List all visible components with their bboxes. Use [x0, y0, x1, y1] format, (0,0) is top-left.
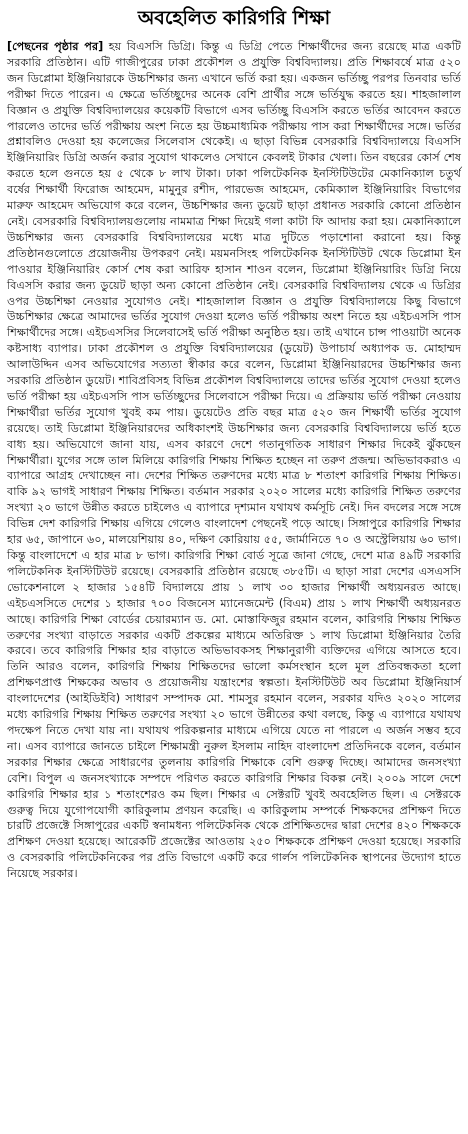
headline: অবহেলিত কারিগরি শিক্ষা	[137, 6, 331, 29]
article-body	[7, 39, 461, 882]
article-text: হয় বিএসসি ডিগ্রি। কিন্তু এ ডিগ্রি পেতে শিক্ষার্থীদের জন্য রয়েছে মাত্র একটি সরকারি প্রতিষ্ঠান। এটি গাজীপুরের ঢাকা প্রকৌশল ও প্রযুক্তি বিশ্ববিদ্যালয়। প্রতি শিক্ষাবর্ষে মাত্র ৫২০ জন ডিপ্লোমা ইঞ্জিনিয়ারকে উচ্চশিক্ষার জন্য এখানে ভর্তি করা হয়। একজন ভর্তিচ্ছু পরপর তিনবার ভর্তি পরীক্ষা দিতে পারেন। এ ক্ষেত্রে ভর্তিচ্ছুদের অনেক বেশি প্রার্থীর সঙ্গে ভর্তিযুদ্ধ করতে হয়। শাহজালাল বিজ্ঞান ও প্রযুক্তি বিশ্ববিদ্যালয়ের কয়েকটি বিভাগে এসব ভর্তিচ্ছু বিএসসি করতে ভর্তির আবেদন করতে পারলেও তাদের ভর্তি পরীক্ষায় অংশ নিতে হয় উচ্চমাধ্যমিক পরীক্ষায় পাস করা শিক্ষার্থীদের সঙ্গে। ভর্তির প্রশ্নাবলিও দেওয়া হয় কলেজের সিলেবাস থেকেই। এ ছাড়া বিভিন্ন বেসরকারি বিশ্ববিদ্যালয়ে বিএসসি ইঞ্জিনিয়ারিং ডিগ্রি অর্জন করার সুযোগ থাকলেও সেখানে কেবলই টাকার খেলা। তিন বছরের কোর্স শেষ করতে হলে গুনতে হয় ৫ থেকে ৮ লাখ টাকা। ঢাকা পলিটেকনিক ইনস্টিটিউটের মেকানিক্যাল চতুর্থ বর্ষের শিক্ষার্থী ফিরোজ আহমেদ, মামুনুর রশীদ, পারভেজ আহমেদ, কেমিক্যাল ইঞ্জিনিয়ারিং বিভাগের মারুফ আহমেদ অভিযোগ করে বলেন, উচ্চশিক্ষার জন্য ডুয়েট ছাড়া প্রধানত সরকারি কোনো প্রতিষ্ঠান নেই। বেসরকারি বিশ্ববিদ্যালয়গুলোয় নামমাত্র শিক্ষা দিয়েই গলা কাটা ফি আদায় করা হয়। মেকানিক্যালে উচ্চশিক্ষার জন্য বেসরকারি বিশ্ববিদ্যালয়ের মধ্যে মাত্র দুটিতে পড়াশোনা করানো হয়। কিন্তু প্রতিষ্ঠানগুলোতে প্রয়োজনীয় উপকরণ নেই। ময়মনসিংহ পলিটেকনিক ইনস্টিটিউট থেকে ডিপ্লোমা ইন পাওয়ার ইঞ্জিনিয়ারিং কোর্স শেষ করা আরিফ হাসান শাওন বলেন, ডিপ্লোমা ইঞ্জিনিয়ারিং ডিগ্রি নিয়ে বিএসসি করার জন্য ডুয়েট ছাড়া অন্য কোনো প্রতিষ্ঠান নেই। বেসরকারি বিশ্ববিদ্যালয় থেকে এ ডিগ্রির ওপর উচ্চশিক্ষা নেওয়ার সুযোগও নেই। শাহজালাল বিজ্ঞান ও প্রযুক্তি বিশ্ববিদ্যালয়ে কিছু বিভাগে উচ্চশিক্ষার ক্ষেত্রে আমাদের ভর্তির সুযোগ দেওয়া হলেও ভর্তি পরীক্ষায় অংশ নিতে হয় এইচএসসি পাস শিক্ষার্থীদের সঙ্গে। এইচএসসির সিলেবাসেই ভর্তি পরীক্ষা অনুষ্ঠিত হয়। তাই এখানে চান্স পাওয়াটা অনেক কষ্টসাধ্য ব্যাপার। ঢাকা প্রকৌশল ও প্রযুক্তি বিশ্ববিদ্যালয়ের (ডুয়েট) উপাচার্য অধ্যাপক ড. মোহাম্মদ আলাউদ্দিন এসব অভিযোগের সত্যতা স্বীকার করে বলেন, ডিপ্লোমা ইঞ্জিনিয়ারদের উচ্চশিক্ষার জন্য সরকারি প্রতিষ্ঠান ডুয়েট। শাবিপ্রবিসহ বিভিন্ন প্রকৌশল বিশ্ববিদ্যালয়ে তাদের ভর্তির সুযোগ দেওয়া হলেও ভর্তি পরীক্ষা হয় এইচএসসি পাস ভর্তিচ্ছুদের সিলেবাসে পরীক্ষা দিয়ে। এ প্রক্রিয়ায় ভর্তি পরীক্ষা নেওয়ায় শিক্ষার্থীরা ভর্তির সুযোগ খুবই কম পায়। ডুয়েটেও প্রতি বছর মাত্র ৫২০ জন শিক্ষার্থী ভর্তির সুযোগ রয়েছে। তাই ডিপ্লোমা ইঞ্জিনিয়ারদের অধিকাংশই উচ্চশিক্ষার জন্য বেসরকারি বিশ্ববিদ্যালয়ে ভর্তি হতে বাধ্য হয়। অভিযোগে জানা যায়, এসব কারণে দেশে গতানুগতিক সাধারণ শিক্ষার দিকেই ঝুঁকছেন শিক্ষার্থীরা। যুগের সঙ্গে তাল মিলিয়ে কারিগরি শিক্ষায় শিক্ষিত হচ্ছেন না তরুণ প্রজন্ম। অভিভাবকরাও এ ব্যাপারে আগ্রহ দেখাচ্ছেন না। দেশের শিক্ষিত তরুণদের মধ্যে মাত্র ৮ শতাংশ কারিগরি শিক্ষায় শিক্ষিত। বাকি ৯২ ভাগই সাধারণ শিক্ষায় শিক্ষিত। বর্তমান সরকার ২০২০ সালের মধ্যে কারিগরি শিক্ষিত তরুণের সংখ্যা ২০ ভাগে উন্নীত করতে চাইলেও এ ব্যাপারে দৃশ্যমান যথাযথ কর্মসূচি নেই। দিন বদলের সঙ্গে সঙ্গে বিভিন্ন দেশ কারিগরি শিক্ষায় এগিয়ে গেলেও বাংলাদেশ পেছনেই পড়ে আছে। সিঙ্গাপুরে কারিগরি শিক্ষার হার ৬৫, জাপানে ৬০, মালয়েশিয়ায় ৪০, দক্ষিণ কোরিয়ায় ৫৫, জার্মানিতে ৭০ ও অস্ট্রেলিয়ায় ৬০ ভাগ। কিন্তু বাংলাদেশে এ হার মাত্র ৮ ভাগ। কারিগরি শিক্ষা বোর্ড সূত্রে জানা গেছে, দেশে মাত্র ৪৯টি সরকারি পলিটেকনিক ইনস্টিটিউট রয়েছে। বেসরকারি প্রতিষ্ঠান রয়েছে ৩৮৫টি। এ ছাড়া সারা দেশের এসএসসি ভোকেশনালে ২ হাজার ১৫৪টি বিদ্যালয়ে প্রায় ১ লাখ ৩০ হাজার শিক্ষার্থী অধ্যয়নরত আছে। এইচএসসিতে দেশের ১ হাজার ৭০০ বিজনেস ম্যানেজমেন্ট (বিএম) প্রায় ১ লাখ শিক্ষার্থী অধ্যয়নরত আছে। কারিগরি শিক্ষা বোর্ডের চেয়ারম্যান ড. মো. মোস্তাফিজুর রহমান বলেন, কারিগরি শিক্ষায় শিক্ষিত তরুণের সংখ্যা বাড়াতে সরকার একটি প্রকল্পের মাধ্যমে অতিরিক্ত ১ লাখ ডিপ্লোমা ইঞ্জিনিয়ার তৈরি করবে। তবে কারিগরি শিক্ষার হার বাড়াতে অভিভাবকসহ শিক্ষানুরাগী ব্যক্তিদের এগিয়ে আসতে হবে। তিনি আরও বলেন, কারিগরি শিক্ষায় শিক্ষিতদের ভালো কর্মসংস্থান হলে মূল প্রতিবন্ধকতা হলো প্রশিক্ষণপ্রাপ্ত শিক্ষকের অভাব ও প্রয়োজনীয় যন্ত্রাংশের স্বল্পতা। ইনস্টিটিউট অব ডিপ্লোমা ইঞ্জিনিয়ার্স বাংলাদেশের (আইডিইবি) সাধারণ সম্পাদক মো. শামসুর রহমান বলেন, সরকার যদিও ২০২০ সালের মধ্যে কারিগরি শিক্ষায় শিক্ষিত তরুণের সংখ্যা ২০ ভাগে উন্নীতের কথা বলছে, কিন্তু এ ব্যাপারে যথাযথ পদক্ষেপ নিতে দেখা যায় না। যথাযথ পরিকল্পনার মাধ্যমে এগিয়ে যেতে না পারলে এ অর্জন সম্ভব হবে না। এসব ব্যাপারে জানতে চাইলে শিক্ষামন্ত্রী নুরুল ইসলাম নাহিদ বাংলাদেশ প্রতিদিনকে বলেন, বর্তমান সরকার শিক্ষার ক্ষেত্রে সাধারণের তুলনায় কারিগরি শিক্ষাকে বেশি গুরুত্ব দিচ্ছে। আমাদের জনসংখ্যা বেশি। বিপুল এ জনসংখ্যাকে সম্পদে পরিণত করতে কারিগরি শিক্ষার বিকল্প নেই। ২০০৯ সালে দেশে কারিগরি শিক্ষার হার ১ শতাংশেরও কম ছিল। শিক্ষার এ সেক্টরটি খুবই অবহেলিত ছিল। এ সেক্টরকে গুরুত্ব দিয়ে যুগোপযোগী কারিকুলাম প্রণয়ন করেছি। এ কারিকুলাম সম্পর্কে শিক্ষকদের প্রশিক্ষণ দিতে চারটি প্রজেক্টে সিঙ্গাপুরের একটি স্বনামধন্য পলিটেকনিক থেকে প্রশিক্ষিতদের দ্বারা দেশের ৪২০ শিক্ষককে প্রশিক্ষণ দেওয়া হয়েছে। আরেকটি প্রজেক্টের আওতায় ২৫০ শিক্ষককে প্রশিক্ষণ দেওয়া হয়েছে। সরকারি ও বেসরকারি পলিটেকনিকের পর প্রতি বিভাগে একটি করে গার্লস পলিটেকনিক স্থাপনের উদ্যোগ হাতে নিয়েছে সরকার।	[7, 40, 461, 881]
headline-area	[7, 0, 461, 36]
continuation-label: [পেছনের পৃষ্ঠার পর]	[7, 40, 104, 53]
